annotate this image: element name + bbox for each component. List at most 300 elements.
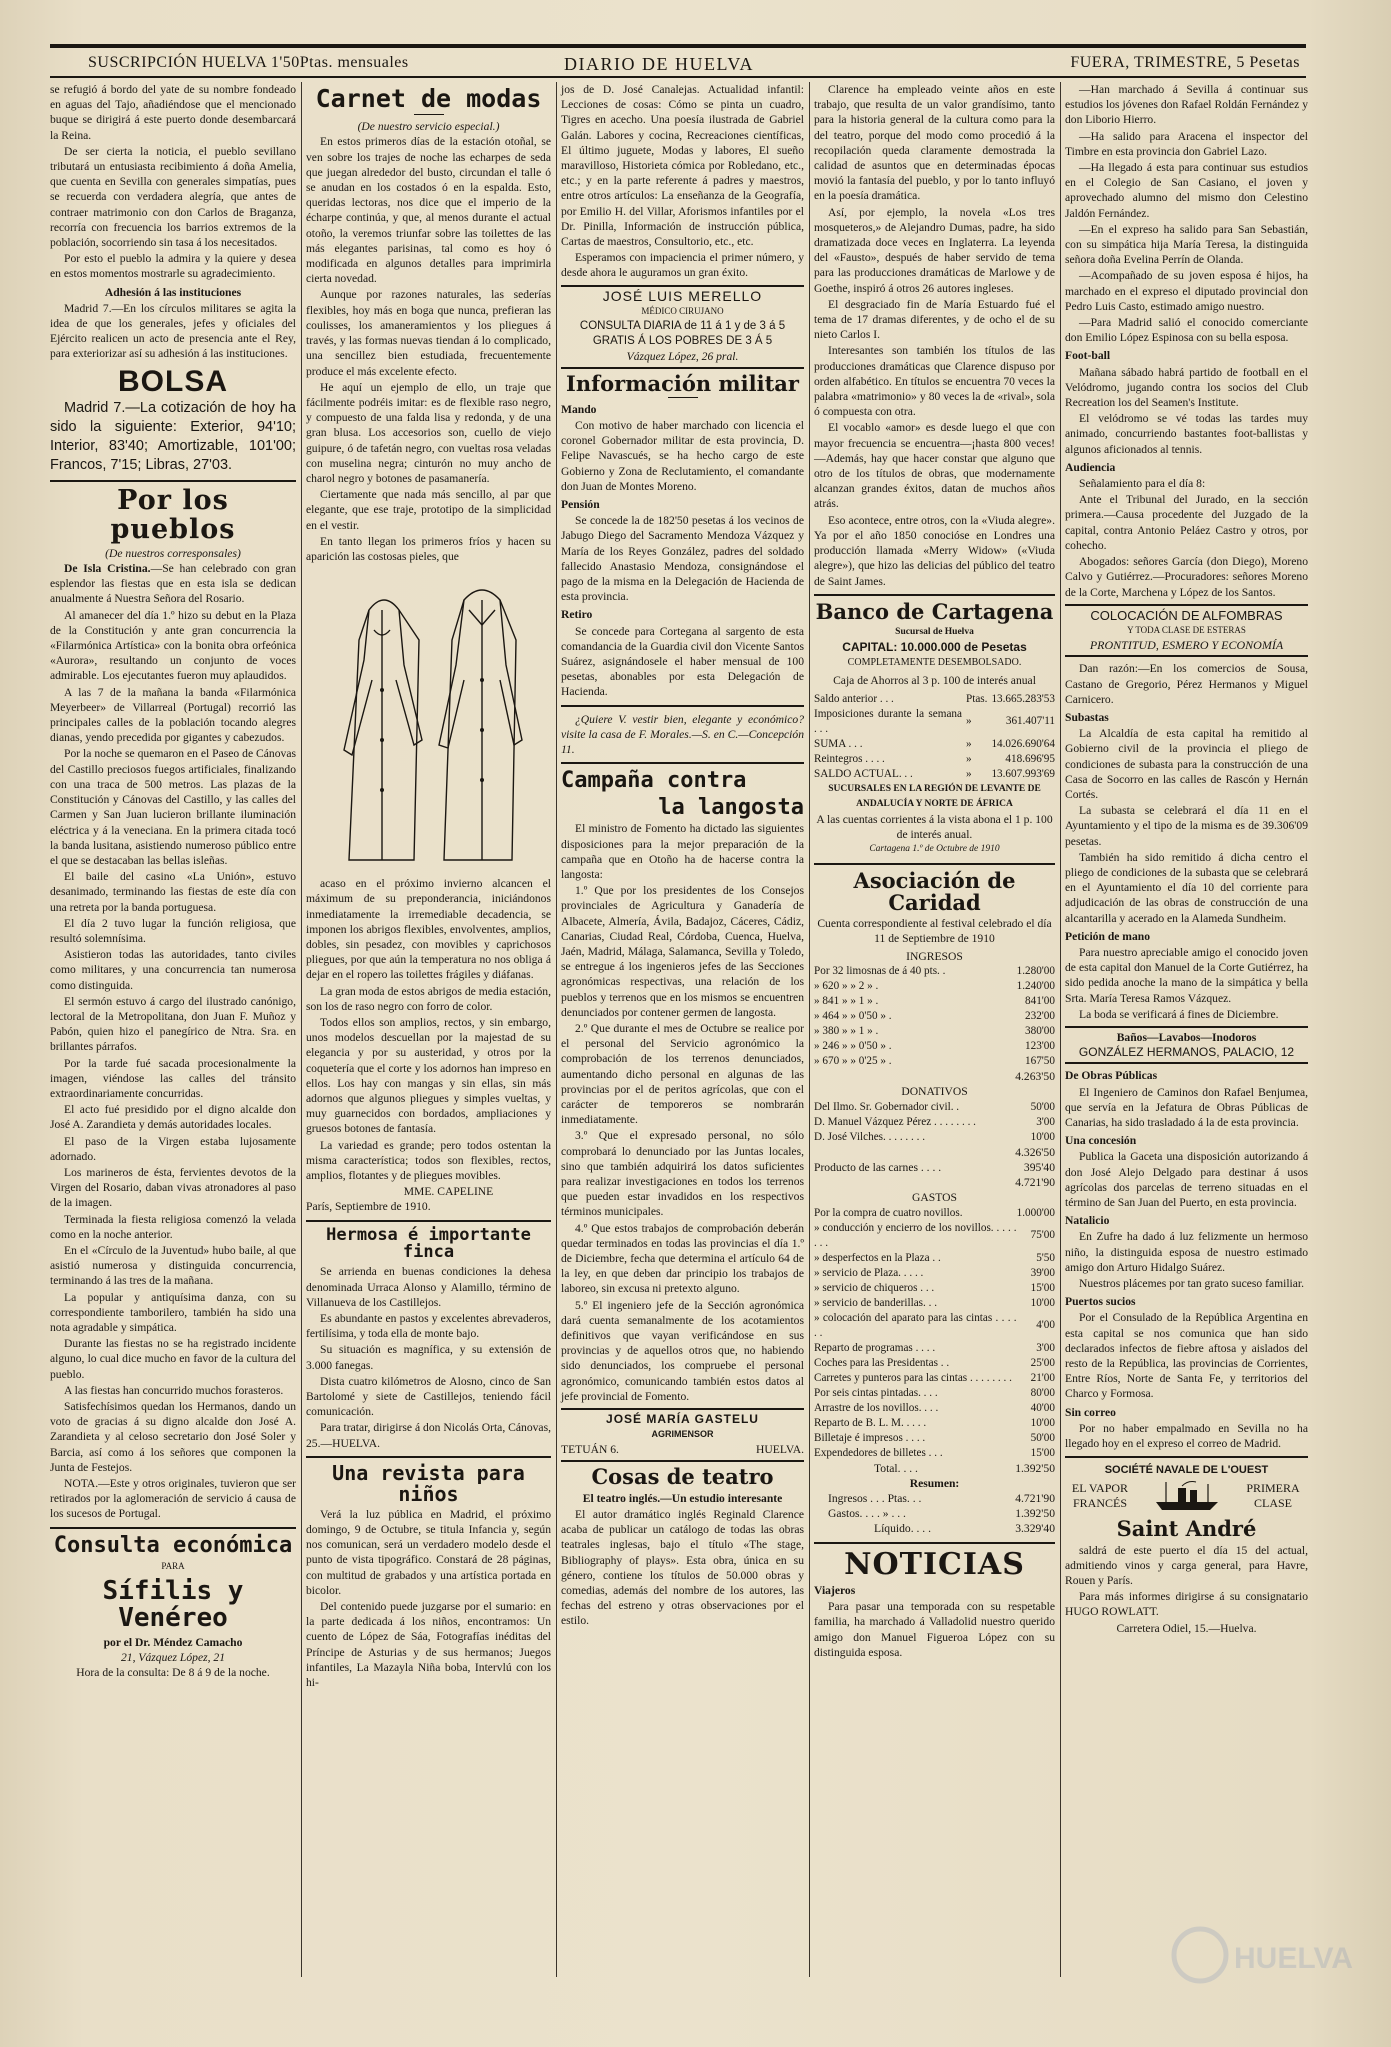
ad-title: COLOCACIÓN DE ALFOMBRAS: [1090, 607, 1283, 623]
row-value: 167'50: [1025, 1055, 1055, 1068]
table-row: [814, 1461, 1055, 1476]
table-row: [814, 994, 1055, 1009]
row-value: 10'00: [1030, 1296, 1055, 1309]
column-2: [306, 82, 551, 2022]
paragraph: Abogados: señores García (don Diego), Moreno Calvo y Gutiérrez.—Procuradores: señores Moreno de la Corte, Marchena y López de los Santos.: [1065, 555, 1308, 599]
coat-illustration: [324, 570, 534, 870]
table-row: [814, 1206, 1055, 1221]
divider: [668, 397, 698, 398]
table-row: [814, 1054, 1055, 1069]
row-value: 123'00: [1025, 1040, 1055, 1053]
ship-company: SOCIÉTÉ NAVALE DE L'OUEST: [1104, 1464, 1269, 1477]
surveyor-ad: [561, 1408, 804, 1462]
paragraph: Clarence ha empleado veinte años en este trabajo, que resulta de un valor grandísimo, tanto para la historia general de la cultura como para la del teatro, porque del modo como procedió á la recopilación queda claramente demostrada la calidad de asuntos que en determinadas épocas movió la fantasía del pueblo, y por lo tanto influyó en la poesía dramática.: [814, 83, 1055, 203]
table-row: [814, 1521, 1055, 1536]
row-value: 1.392'50: [1015, 1461, 1055, 1475]
ad-text: EL VAPOR FRANCÉS: [1071, 1481, 1129, 1511]
section-subtitle: (De nuestros corresponsales): [105, 546, 241, 560]
table-row: [814, 1356, 1055, 1371]
row-value: 75'00: [1030, 1229, 1055, 1241]
row-label: » desperfectos en la Plaza . .: [814, 1251, 941, 1264]
paragraph: El paso de la Virgen estaba lujosamente adornado.: [50, 1134, 296, 1163]
table-row: [814, 1446, 1055, 1461]
paragraph: 1.º Que por los presidentes de los Consejos provinciales de Agricultura y Ganadería de Albacete, Almería, Ávila, Badajoz, Cáceres, Cádiz, Canarias, Ciudad Real, Córdoba, Cuenca, Huelva, Jaén, Madrid, Málaga, Salamanca, Sevilla y Toledo, se entregue á los ingenieros jefes de las Secciones agronómicas respectivas, una relación de los pueblos y terrenos que en los mismos se encuentren denunciados por contener germen de langosta.: [561, 884, 804, 1019]
subsection-heading: Audiencia: [1065, 460, 1116, 474]
table-heading: DONATIVOS: [901, 1085, 968, 1099]
paragraph: Por no haber empalmado en Sevilla no ha llegado hoy en el expreso el correo de Madrid.: [1065, 1421, 1308, 1451]
paragraph: Señalamiento para el día 8:: [1079, 477, 1206, 491]
column-divider: [556, 82, 557, 1977]
donations-table: [814, 1100, 1055, 1145]
dateline: De Isla Cristina.: [64, 562, 151, 576]
paragraph: El día 2 tuvo lugar la función religiosa, que resultó solemnísima.: [50, 916, 296, 945]
subtotal: 4.326'50: [1015, 1145, 1055, 1159]
bank-table: [814, 692, 1055, 782]
paragraph: saldrá de este puerto el día 15 del actual, admitiendo vinos y carga general, para Havre, Rouen y París.: [1065, 1543, 1308, 1587]
paragraph: Satisfechísimos quedan los Hermanos, dando un voto de gracias á su digno alcalde don José A. Zarandieta y al celoso secretario don José Soler y Barcia, así como á los señores que componen la Junta de Festejos.: [50, 1400, 296, 1474]
paragraph: La gran moda de estos abrigos de media estación, son los de raso negro con forro de color.: [306, 984, 551, 1013]
paragraph: El Ingeniero de Caminos don Rafael Benjumea, que servía en la Jefatura de Obras Públicas de Canarias, ha sido trasladado á la de esta provincia.: [1065, 1085, 1308, 1129]
table-row: [814, 1311, 1055, 1341]
row-label: » servicio de chiqueros . . .: [814, 1281, 935, 1294]
paragraph: En el «Círculo de la Juventud» hubo baile, al que asistió numerosa y distinguida concurrencia, terminando á las tres de la mañana.: [50, 1243, 296, 1288]
row-value: 1.240'00: [1016, 980, 1055, 993]
table-row: [814, 1386, 1055, 1401]
paragraph: Es abundante en pastos y excelentes abrevaderos, fertilísima, y toda ella de monte bajo.: [306, 1311, 551, 1341]
paragraph: acaso en el próximo invierno alcancen el máximum de su preponderancia, iniciándonos inmediatamente la irremediable decadencia, se imponen los abrigos flexibles, envolventes, amplios, dobles, sin pesadez, con movibles y caprichosos pliegues, por que aún la temperatura no nos obliga á dejar en el ropero las toilettes frágiles y diáfanas.: [306, 877, 551, 982]
row-value: 418.696'95: [1005, 752, 1055, 765]
row-label: Por seis cintas pintadas. . . .: [814, 1386, 938, 1399]
subsection-heading: Foot-ball: [1065, 349, 1111, 363]
row-value: 4'00: [1036, 1319, 1055, 1331]
paragraph: El velódromo se vé todas las tardes muy animado, concurriendo bastantes foot-ballistas y algunos aficionados al tennis.: [1065, 412, 1308, 456]
table-row: [814, 1371, 1055, 1386]
column-1: [50, 82, 296, 2022]
doctor-ad: [561, 285, 804, 369]
ad-text: PARA: [161, 1560, 185, 1571]
table-row: [814, 767, 1055, 782]
row-label: Expendedores de billetes . . .: [814, 1446, 943, 1459]
row-value: 380'00: [1025, 1025, 1055, 1038]
paragraph: Para nuestro apreciable amigo el conocido joven de esta capital don Manuel de la Corte Gutiérrez, ha sido pedida anoche la mano de la simpática y bella Srta. María Teresa Ramos Vázquez.: [1065, 945, 1308, 1005]
paragraph: Por el Consulado de la República Argentina en esta capital se nos comunica que han sido declarados infectos de fiebre aftosa y aislados del resto de la República, las provincias de Corrientes, Entre Ríos, Norte de Santa Fe, y territorios del Charco y Formosa.: [1065, 1311, 1308, 1401]
paragraph: El autor dramático inglés Reginald Clarence acaba de publicar un catálogo de todas las obras teatrales inglesas, bajo el título «The stage, Bibliography of plays». Esta obra, única en su género, contiene los títulos de 50.000 obras y comedias, además del nombre de los autores, las fechas del estreno y otras observaciones por el estilo.: [561, 1507, 804, 1628]
bank-text: COMPLETAMENTE DESEMBOLSADO.: [847, 657, 1022, 669]
row-value: 3.329'40: [1015, 1522, 1055, 1536]
row-value: 39'00: [1030, 1266, 1055, 1279]
row-label: Saldo anterior . . .: [814, 692, 894, 705]
paragraph: El acto fué presidido por el digno alcalde don José A. Zarandieta y demás autoridades locales.: [50, 1103, 296, 1132]
paragraph: 3.º Que el expresado personal, no sólo comprobará lo denunciado por las Juntas locales, sino que también adquirirá los datos suficientes para realizar investigaciones en todos los terrenos que pueden estar invadidos en los respectivos términos municipales.: [561, 1129, 804, 1219]
paragraph: Dista cuatro kilómetros de Alosno, cinco de San Bartolomé y siete de Castillejos, teniendo fácil comunicación.: [306, 1374, 551, 1419]
subsection-heading: Retiro: [561, 608, 593, 622]
table-row: [814, 979, 1055, 994]
row-value: 40'00: [1030, 1401, 1055, 1414]
table-row: [814, 1341, 1055, 1356]
table-row: [814, 1024, 1055, 1039]
masthead: [50, 50, 1306, 76]
section-title: NOTICIAS: [844, 1546, 1025, 1582]
row-value: 13.665.283'53: [991, 692, 1055, 705]
row-value: 4.721'90: [1015, 1491, 1055, 1505]
paragraph: He aquí un ejemplo de ello, un traje que fácilmente podréis imitar: es de flexible raso negro, y compuesto de una falda lisa y redonda, y de una gran blusa. Los accesorios son, cuello de viejo guipure, ó de tafetán negro, con vueltas rosa veladas con muselina negra; cinturón no muy ancho de charol negro y botones de pasamanería.: [306, 380, 551, 485]
row-label: Arrastre de los novillos. . . .: [814, 1401, 939, 1414]
section-subtitle: Cuenta correspondiente al festival celebrado el día 11 de Septiembre de 1910: [817, 916, 1052, 945]
row-currency: Ptas.: [965, 692, 988, 705]
ad-text: GONZÁLEZ HERMANOS, PALACIO, 12: [1078, 1045, 1295, 1060]
row-label: » 620 » » 2 » .: [814, 980, 879, 993]
paragraph: Se arrienda en buenas condiciones la dehesa denominada Urraca Alonso y Alamillo, término de Villanueva de los Castillejos.: [306, 1265, 551, 1309]
ship-name: Saint André: [1116, 1516, 1257, 1542]
divider: [561, 762, 804, 764]
section-title: Carnet de modas: [315, 84, 542, 113]
paragraph: Ciertamente que nada más sencillo, al par que elegante, que ese traje, prototipo de la simplicidad en el vestir.: [306, 488, 551, 532]
paragraph: —Se han celebrado con gran esplendor las fiestas que en esta isla se dedican anualmente á Nuestra Señora del Rosario.: [50, 562, 297, 606]
table-heading: GASTOS: [912, 1191, 957, 1205]
paragraph: El baile del casino «La Unión», estuvo desanimado, terminando las fiestas de este día con una retreta por la banda portuguesa.: [50, 870, 296, 914]
divider: [306, 1220, 551, 1222]
row-label: » 246 » » 0'50 » .: [814, 1040, 892, 1053]
row-label: D. José Vilches. . . . . . . .: [814, 1130, 925, 1143]
bank-capital: CAPITAL: 10.000.000 de Pesetas: [842, 639, 1027, 654]
paragraph: La subasta se celebrará el día 11 en el Ayuntamiento y el tipo de la misma es de 39.306'09 pesetas.: [1065, 804, 1308, 848]
masthead-price: FUERA, TRIMESTRE, 5 Pesetas: [1070, 54, 1300, 71]
table-row: [814, 1115, 1055, 1130]
ad-address-row: [561, 1442, 804, 1457]
expenses-table: [814, 1206, 1055, 1461]
ad-name: JOSÉ LUIS MERELLO: [602, 287, 763, 304]
ship-header: [1065, 1478, 1308, 1514]
row-label: Reparto de B. L. M. . . . .: [814, 1416, 927, 1429]
paragraph: Su situación es magnífica, y su extensión de 3.000 fanegas.: [306, 1343, 551, 1372]
table-row: [814, 1160, 1055, 1175]
section-title: Asociación de Caridad: [853, 867, 1016, 915]
ad-role: MÉDICO CIRUJANO: [641, 305, 724, 316]
row-label: Ingresos . . . Ptas. . .: [828, 1491, 922, 1505]
paragraph: Con motivo de haber marchado con licencia el coronel Gobernador militar de esta provincia, D. Felipe Navascués, se ha hecho cargo de este Gobierno y Zona de Reclutamiento, el comandante don Juan de Montes Moreno.: [561, 418, 804, 493]
row-label: Carretes y punteros para las cintas . . . . . . . .: [814, 1371, 1012, 1384]
row-label: Coches para las Presidentas . .: [814, 1356, 950, 1369]
paragraph: Del contenido puede juzgarse por el sumario: en la parte dedicada á los niños, encontramos: Un cuento de López de Sáa, Fotografías inéditas del Príncipe de Asturias y de sus hermanos; Juegos infantiles, La Mazayla Niña boba, Intervlú con los hi-: [306, 1599, 551, 1689]
subsection-heading: Puertos sucios: [1065, 1295, 1136, 1309]
paragraph: Para pasar una temporada con su respetable familia, ha marchado á Valladolid nuestro querido amigo don Manuel Figueroa López con su distinguida esposa.: [814, 1600, 1055, 1659]
paragraph: A las fiestas han concurrido muchos forasteros.: [64, 1383, 284, 1397]
paragraph: El vocablo «amor» es desde luego el que con mayor frecuencia se encuentra—¡hasta 800 veces!—Además, hay que hacer constar que alguno que otro de los títulos de obras, que modernamente alcanzan grandes éxitos, datan de muchos años atrás.: [814, 421, 1055, 511]
row-value: 361.407'11: [1005, 715, 1055, 728]
section-subtitle: (De nuestro servicio especial.): [357, 120, 500, 134]
paragraph: En estos primeros días de la estación otoñal, se ven sobre los trajes de noche las echarpes de seda que juegan alrededor del busto, circundan el talle ó se anudan en los costados ó en la espalda. Esto, queridas lectoras, nos dice que el imperio de la écharpe continúa, y que, al menos durante el actual otoño, la veremos triunfar sobre las toilettes de las más elegantes parisinas, tal como es hoy ó modificada en algunos detalles para imprimirla cierta novedad.: [306, 135, 551, 286]
ad-slogan: PRONTITUD, ESMERO Y ECONOMÍA: [1089, 638, 1284, 653]
column-4: [814, 82, 1055, 2022]
paragraph: Aunque por razones naturales, las sederías flexibles, hoy más en boga que nunca, prefieran las coulisses, los amaneramientos y los pliegues á través, y las formas nuevas tiendan á lo complicado, una sencillez bien estudiada, frecuentemente produce el más excelente efecto.: [306, 288, 551, 378]
table-row: [814, 1416, 1055, 1431]
subsection-heading: Natalicio: [1065, 1214, 1110, 1228]
table-row: [814, 1130, 1055, 1145]
row-value: 80'00: [1030, 1386, 1055, 1399]
paragraph: Se concede para Cortegana al sargento de esta comandancia de la Guardia civil don Vicente Santos Suárez, asignándosele el haber mensual de 100 pesetas, abonables por esta Delegación de Hacienda.: [561, 624, 804, 699]
paragraph: —Ha llegado á esta para continuar sus estudios en el Colegio de San Casiano, el joven y aprovechado alumno del mismo don Celestino Jaldón Fernández.: [1065, 161, 1308, 220]
ad-text: por el Dr. Méndez Camacho: [103, 1635, 243, 1649]
row-value: 1.392'50: [1015, 1507, 1055, 1521]
row-label: » colocación del aparato para las cintas . . . . . .: [814, 1311, 1017, 1339]
row-value: 50'00: [1030, 1100, 1055, 1113]
row-value: 395'40: [1023, 1160, 1055, 1174]
divider: [306, 1456, 551, 1458]
header-rule: [50, 76, 1306, 78]
bolsa-quotes: Madrid 7.—La cotización de hoy ha sido la siguiente: Exterior, 94'10; Interior, 83'40; Amortizable, 101'00; Francos, 7'15; Libras, 27'03.: [50, 400, 296, 474]
section-title: Una revista para niños: [332, 1460, 525, 1506]
row-currency: »: [965, 767, 972, 780]
paragraph: El ministro de Fomento ha dictado las siguientes disposiciones para la mejor preparación de la campaña que en Otoño ha de hacerse contra la langosta:: [561, 822, 804, 881]
table-row: [814, 1281, 1055, 1296]
ad-address: Carretera Odiel, 15.—Huelva.: [1116, 1621, 1257, 1635]
subtotal: 4.263'50: [1015, 1070, 1055, 1084]
paragraph: La Alcaldía de esta capital ha remitido al Gobierno civil de la provincia el pliego de condiciones de subasta para la construcción de una Casa de Socorro en las calles de Rascón y Hernán Cortés.: [1065, 727, 1308, 801]
table-row: [814, 1266, 1055, 1281]
watermark-text: HUELVA: [1234, 1942, 1353, 1975]
bank-text: SUCURSALES EN LA REGIÓN DE LEVANTE DE ANDALUCÍA Y NORTE DE ÁFRICA: [828, 783, 1041, 809]
bank-title: Banco de Cartagena: [815, 598, 1054, 624]
section-title: Información militar: [566, 370, 799, 396]
bank-subtitle: Sucursal de Huelva: [895, 626, 974, 637]
row-label: » conducción y encierro de los novillos. . . . . . . .: [814, 1221, 1017, 1249]
ad-role: AGRIMENSOR: [651, 1429, 714, 1440]
row-currency: »: [965, 715, 972, 728]
ad-text: PRIMERA CLASE: [1246, 1481, 1300, 1511]
divider: [814, 1542, 1055, 1544]
paragraph: 5.º El ingeniero jefe de la Sección agronómica dará cuenta semanalmente de los acotamientos definitivos que vayan verificándose en sus provincias y de aquellos otros que, no habiendo sido denunciados, los compruebe el personal agronómico, comunicando también estos datos al jefe provincial de Fomento.: [561, 1298, 804, 1403]
paragraph: Eso acontece, entre otros, con la «Viuda alegre». Ya por el año 1850 conocióse en Londres una producción llamada «Merry Widow» («Viuda alegre»), que hizo las delicias del público del teatro de Saint James.: [814, 513, 1055, 588]
bank-text: Caja de Ahorros al 3 p. 100 de interés anual: [833, 674, 1036, 688]
row-value: 15'00: [1030, 1446, 1055, 1459]
row-label: Del Ilmo. Sr. Gobernador civil. .: [814, 1100, 960, 1113]
subsection-heading: El teatro inglés.—Un estudio interesante: [582, 1491, 783, 1505]
row-label: » servicio de banderillas. . .: [814, 1296, 938, 1309]
paragraph: Se concede la de 182'50 pesetas á los vecinos de Jabugo Diego del Sacramento Mendoza Vázquez y María de los Reyes González, padres del soldado fallecido Anastasio Mendoza, consignándose el pago de la misma en la Delegación de Hacienda de esta provincia.: [561, 514, 804, 604]
row-label: Imposiciones durante la semana . . .: [814, 707, 962, 735]
paragraph: se refugió á bordo del yate de su nombre fondeado en aguas del Tajo, añadiéndose que el mencionado buque se dirigirá á este puerto donde desembarcará la Reina.: [50, 83, 296, 142]
paragraph: Durante las fiestas no se ha registrado incidente alguno, lo cual dice mucho en favor de la cultura del pueblo.: [50, 1337, 296, 1381]
row-value: 1.280'00: [1016, 965, 1055, 978]
column-divider: [301, 82, 302, 1977]
ad-title: Baños—Lavabos—Inodoros: [1116, 1030, 1257, 1044]
paragraph: La variedad es grande; pero todos ostentan la misma característica; todos son flexibles, rectos, amplios, flotantes y de pliegues movibles.: [306, 1138, 551, 1182]
paragraph: Verá la luz pública en Madrid, el próximo domingo, 9 de Octubre, se titula Infancia y, según nos comunican, será un verdadero modelo desde el punto de vista tipográfico. Constará de 28 páginas, con multitud de grabados y una artística portada en bicolor.: [306, 1507, 551, 1597]
section-title: la langosta: [658, 795, 804, 821]
bank-date: Cartagena 1.º de Octubre de 1910: [869, 844, 1000, 855]
subtotal: 4.721'90: [1015, 1176, 1055, 1190]
section-title: Cosas de teatro: [591, 1463, 774, 1489]
row-label: » 464 » » 0'50 » .: [814, 1010, 892, 1023]
row-label: Por la compra de cuatro novillos.: [814, 1206, 963, 1219]
ad-address: Vázquez López, 26 pral.: [626, 350, 739, 364]
subsection-heading: Una concesión: [1065, 1134, 1137, 1148]
masthead-subscription: SUSCRIPCIÓN HUELVA 1'50Ptas. mensuales: [88, 54, 409, 71]
row-value: 10'00: [1030, 1130, 1055, 1143]
row-label: Líquido. . . .: [874, 1522, 932, 1536]
row-label: SUMA . . .: [814, 737, 863, 750]
row-label: » 670 » » 0'25 » .: [814, 1055, 892, 1068]
row-value: 50'00: [1030, 1431, 1055, 1444]
ad-text: GRATIS Á LOS POBRES DE 3 Á 5: [592, 335, 773, 348]
ad-title: Consulta económica: [53, 1532, 293, 1558]
table-row: [814, 964, 1055, 979]
row-label: Billetaje é impresos . . . .: [814, 1431, 926, 1444]
row-value: 3'00: [1036, 1115, 1055, 1128]
divider: [561, 705, 804, 707]
paragraph: Esperamos con impaciencia el primer número, y desde ahora le auguramos un gran éxito.: [561, 251, 804, 280]
carpet-ad: [1065, 604, 1308, 658]
subsection-heading: Pensión: [561, 497, 600, 511]
row-label: » 380 » » 1 » .: [814, 1025, 879, 1038]
row-label: D. Manuel Vázquez Pérez . . . . . . . .: [814, 1115, 976, 1128]
paragraph: En tanto llegan los primeros fríos y hacen su aparición las costosas pieles, que: [306, 534, 551, 563]
steamship-icon: [1152, 1478, 1222, 1514]
column-3: [561, 82, 804, 2022]
table-row: [814, 707, 1055, 737]
table-row: [814, 737, 1055, 752]
table-heading: Resumen:: [909, 1476, 960, 1490]
table-row: [814, 1009, 1055, 1024]
ad-text: Y TODA CLASE DE ESTERAS: [1127, 624, 1246, 635]
paragraph: Por la noche se quemaron en el Paseo de Cánovas del Castillo preciosos fuegos artificiales, finalizando con una traca de 500 metros. Las plazas de la Constitución y Cánovas del Castillo, y las calles del Carmen y San Juan lucieron brillante iluminación eléctrica y á la veneciana. En la primera citada tocó la banda lusitana, asistiendo numeroso público entre el que se destacaban las bellas isleñas.: [50, 747, 296, 867]
divider: [414, 114, 444, 115]
column-5: [1065, 82, 1308, 2022]
row-label: SALDO ACTUAL. . .: [814, 767, 913, 780]
ad-text: ¿Quiere V. vestir bien, elegante y económico? visite la casa de F. Morales.—S. en C.—Concepción 11.: [561, 712, 804, 756]
paragraph: A las 7 de la mañana la banda «Filarmónica Meyerbeer» de Villarreal (Portugal) recorrió las principales calles de la población tocando alegres dianas, yendo precedida por gigantes y cabezudos.: [50, 685, 296, 745]
row-currency: »: [965, 752, 972, 765]
divider: [814, 863, 1055, 865]
row-value: 21'00: [1030, 1371, 1055, 1384]
ad-city: HUELVA.: [756, 1443, 804, 1457]
paragraph: Terminada la fiesta religiosa comenzó la velada como en la noche anterior.: [50, 1212, 296, 1241]
table-row: [814, 1100, 1055, 1115]
paragraph: 2.º Que durante el mes de Octubre se realice por el personal del Servicio agronómico la comprobación de los terrenos denunciados, aumentando dicho personal en algunas de las provincias por el de peritos agrícolas, que con el carácter de temporeros se nombrarán inmediatamente.: [561, 1022, 804, 1127]
table-row: [814, 1296, 1055, 1311]
table-row: [814, 1401, 1055, 1416]
table-row: [814, 1506, 1055, 1521]
row-value: 14.026.690'64: [991, 737, 1055, 750]
row-value: 3'00: [1036, 1341, 1055, 1354]
subsection-heading: Subastas: [1065, 710, 1109, 724]
section-title: Campaña contra: [561, 768, 747, 794]
row-value: 25'00: [1030, 1356, 1055, 1369]
paragraph: Por esto el pueblo la admira y la quiere y desea en estos momentos mostrarle su agradecimiento.: [50, 252, 296, 281]
paragraph: Dan razón:—En los comercios de Sousa, Castano de Gregorio, Pérez Hermanos y Miguel Carnicero.: [1065, 662, 1308, 706]
subsection-heading: Viajeros: [814, 1584, 856, 1598]
paragraph: Por la tarde fué sacada procesionalmente la imagen, viéndose las calles del tránsito extraordinariamente concurridas.: [50, 1056, 296, 1100]
row-currency: »: [965, 737, 972, 750]
section-title: Hermosa é importante finca: [326, 1224, 531, 1263]
ad-text: CONSULTA DIARIA de 11 á 1 y de 3 á 5: [579, 320, 786, 333]
paragraph: Los marineros de ésta, fervientes devotos de la Virgen del Rosario, daban vivas atronadores al paso de la imagen.: [50, 1165, 296, 1210]
section-heading: Adhesión á las instituciones: [104, 285, 242, 299]
bolsa-title: BOLSA: [118, 364, 228, 398]
divider: [1065, 1456, 1308, 1458]
row-label: Reparto de programas . . . .: [814, 1341, 936, 1354]
row-label: » 841 » » 1 » .: [814, 995, 879, 1008]
masthead-title: DIARIO DE HUELVA: [564, 54, 754, 74]
paragraph: —Ha salido para Aracena el inspector del Timbre en esta provincia don Gabriel Lazo.: [1065, 129, 1308, 158]
paragraph: NOTA.—Este y otros originales, tuvieron que ser retirados por la aglomeración de servicio á causa de los sucesos de Portugal.: [50, 1477, 296, 1521]
income-table: [814, 964, 1055, 1069]
paragraph: La popular y antiquísima danza, con su correspondiente tamborilero, también ha sido una nota agradable y simpática.: [50, 1290, 296, 1334]
paragraph: Para más informes dirigirse á su consignatario HUGO ROWLATT.: [1065, 1590, 1308, 1619]
ad-name: JOSÉ MARÍA GASTELU: [606, 1412, 759, 1427]
paragraph: —Acompañado de su joven esposa é hijos, ha marchado en el expreso el diputado provincial don Pedro Luis Casto, estimado amigo nuestro.: [1065, 269, 1308, 313]
paragraph: El sermón estuvo á cargo del ilustrado canónigo, lectoral de la Metropolitana, don Juan F. Muñoz y Pabón, quien hizo el panegírico de Ntra. Sra. en brillantes párrafos.: [50, 994, 296, 1054]
paragraph: Nuestros plácemes por tan grato suceso familiar.: [1079, 1277, 1305, 1291]
signature: MME. CAPELINE: [403, 1185, 494, 1199]
bank-text: A las cuentas corrientes á la vista abona el 1 p. 100 de interés anual.: [816, 812, 1053, 842]
top-rule: [50, 44, 1306, 48]
paragraph: 4.º Que estos trabajos de comprobación deberán quedar terminados en todas las provincias el día 1.º de Diciembre, fecha que determina el artículo 64 de la ley, en que deben dar principio los trabajos de laboreo, sin excusa ni pretexto alguno.: [561, 1221, 804, 1296]
table-row: [814, 1431, 1055, 1446]
library-watermark: [1170, 1910, 1353, 2000]
paragraph: —Han marchado á Sevilla á continuar sus estudios los jóvenes don Rafael Roldán Fernández y don Liborio Hierro.: [1065, 83, 1308, 127]
paragraph: Así, por ejemplo, la novela «Los tres mosqueteros,» de Alejandro Dumas, padre, ha sido dramatizada doce veces en Inglaterra. La leyenda del «Fausto», después de haber servido de tema para las producciones dramáticas de Marlowe y de Goethe, inspiró á otros 26 autores ingleses.: [814, 205, 1055, 295]
divider: [814, 594, 1055, 596]
ad-headline: Sífilis y Venéreo: [102, 1575, 244, 1634]
row-label: Gastos. . . . » . . .: [828, 1507, 906, 1521]
paragraph: jos de D. José Canalejas. Actualidad infantil: Lecciones de cosas: Cómo se pinta un cuadro, Tigres en acecho. Una poesía ilustrada de Gabriel Galán. Labores y cocina, Recreaciones científicas, El último juguete, Modas y labores, El sueño maravilloso, Historieta cómica por Robledano, etc., etc.; y en la parte referente á padres y maestros, entre otros artículos: La enseñanza de la Geografía, por Emilio H. del Villar, Aforismos infantiles por el Dr. Pinilla, Información de instrucción pública, Cartas de maestros, Consultorio, etc., etc.: [561, 83, 804, 249]
table-row: [814, 1221, 1055, 1251]
table-row: [814, 752, 1055, 767]
column-divider: [1060, 82, 1061, 1977]
paragraph: Al amanecer del día 1.º hizo su debut en la Plaza de la Constitución y ante gran concurrencia la «Filarmónica Artística» con la bonita obra orfeónica «Aurora», resultando un conjunto de voces admirable. Los ejecutantes fueron muy aplaudidos.: [50, 608, 296, 683]
row-value: 841'00: [1025, 995, 1055, 1008]
table-heading: INGRESOS: [906, 950, 963, 964]
row-value: 5'50: [1036, 1251, 1055, 1264]
ad-address: 21, Vázquez López, 21: [120, 1650, 226, 1664]
row-label: Por 32 limosnas de á 40 pts. .: [814, 965, 946, 978]
row-value: 232'00: [1025, 1010, 1055, 1023]
row-label: Reintegros . . . .: [814, 752, 885, 765]
subsection-heading: Petición de mano: [1065, 929, 1151, 943]
row-value: 1.000'00: [1016, 1206, 1055, 1219]
table-row: [814, 692, 1055, 707]
row-value: 15'00: [1030, 1281, 1055, 1294]
divider: [50, 1527, 296, 1529]
table-row: [814, 1251, 1055, 1266]
paragraph: Mañana sábado habrá partido de football en el Velódromo, jugando contra los socios del Club Recreation los del Seamen's Institute.: [1065, 365, 1308, 410]
section-title: Por los pueblos: [110, 485, 236, 545]
paragraph: El desgraciado fin de María Estuardo fué el tema de 17 dramas diferentes, y de ocho el de su nieto Carlos I.: [814, 297, 1055, 342]
paragraph: Ante el Tribunal del Jurado, en la sección primera.—Causa procedente del Juzgado de la capital, contra Antonio Peláez Castro y otros, por cohecho.: [1065, 493, 1308, 552]
subsection-heading: Mando: [561, 402, 597, 416]
paragraph: —En el expreso ha salido para San Sebastián, con su simpática hija María Teresa, la distinguida señora doña Evelina Perrín de Olanda.: [1065, 222, 1308, 267]
paragraph: También ha sido remitido á dicha centro el pliego de condiciones de la subasta que se celebrará en el Ayuntamiento el día 10 del corriente para adjudicación de las obras de construcción de una alcantarilla y acerado en la Alameda Sundheim.: [1065, 850, 1308, 925]
paragraph: —Para Madrid salió el conocido comerciante don Emilio López Espinosa con su bella esposa.: [1065, 316, 1308, 345]
baths-ad: [1065, 1026, 1308, 1064]
dateline: París, Septiembre de 1910.: [306, 1200, 431, 1214]
paragraph: Para tratar, dirigirse á don Nicolás Orta, Cánovas, 25.—HUELVA.: [306, 1421, 551, 1450]
divider: [50, 480, 296, 482]
row-label: Producto de las carnes . . . .: [814, 1160, 942, 1174]
row-label: » servicio de Plaza. . . . .: [814, 1266, 924, 1279]
paragraph: De ser cierta la noticia, el pueblo sevillano tributará un entusiasta recibimiento á doña Amelia, que cuenta en Sevilla con generales simpatías, pues se recuerda con verdadera alegría, que antes de contraer matrimonio con don Carlos de Braganza, recorría con frecuencia los barrios extremos de la población, socorriendo sin tasa á los necesitados.: [50, 144, 296, 250]
row-label: Total. . . .: [874, 1461, 918, 1475]
paragraph: Madrid 7.—En los círculos militares se agita la idea de que los generales, jefes y oficiales del Ejército realicen un acto de presencia ante el Rey, para exteriorizar así su adhesión á las instituciones.: [50, 301, 296, 361]
paragraph: Publica la Gaceta una disposición autorizando á don José Alejo Delgado para destinar á usos agrícolas dos parcelas de terreno situadas en el término de San Juan del Puerto, en esta provincia.: [1065, 1150, 1308, 1210]
ad-address: TETUÁN 6.: [561, 1443, 619, 1457]
table-row: [814, 1039, 1055, 1054]
paragraph: En Zufre ha dado á luz felizmente un hermoso niño, la distinguida esposa de nuestro estimado amigo don Arturo Hidalgo Suárez.: [1065, 1230, 1308, 1274]
subsection-heading: De Obras Públicas: [1065, 1069, 1158, 1083]
row-value: 13.607.993'69: [991, 767, 1055, 780]
row-value: 10'00: [1030, 1416, 1055, 1429]
